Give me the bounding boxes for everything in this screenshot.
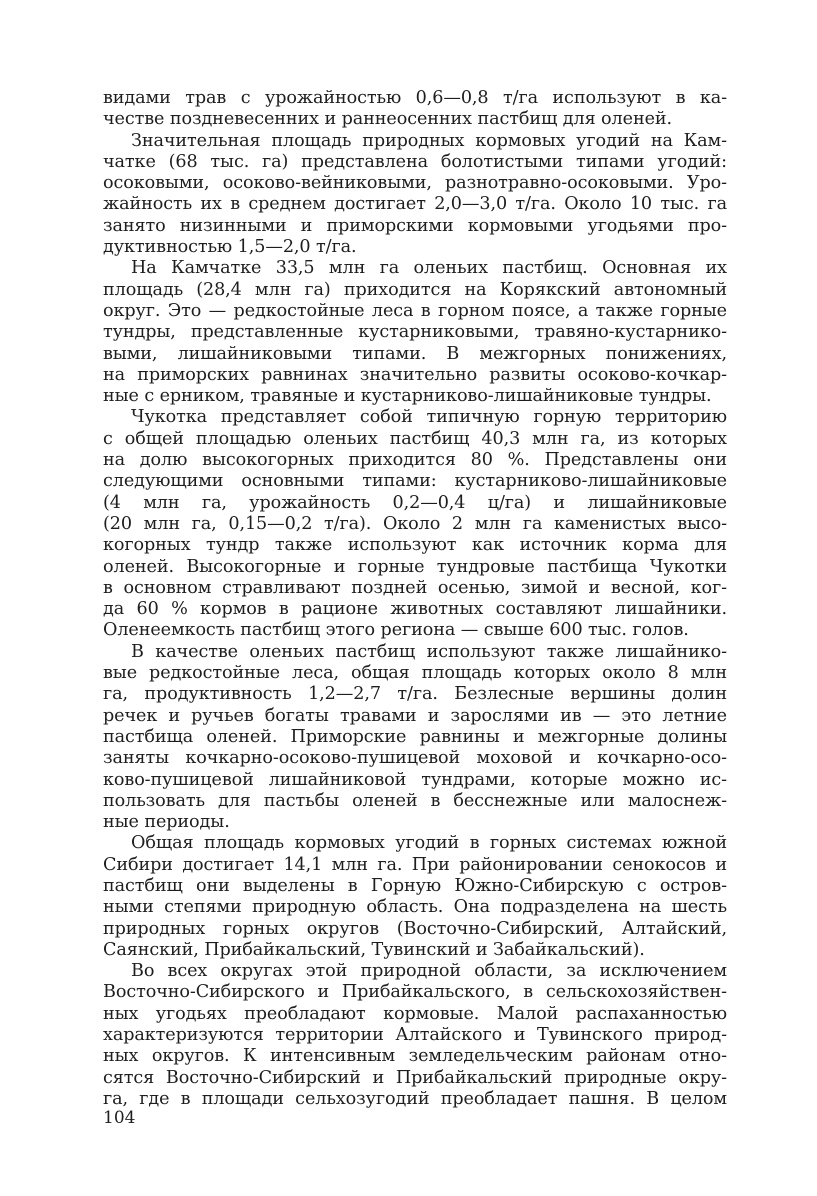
text-line: выми, лишайниковыми типами. В межгорных понижениях,: [103, 343, 727, 364]
text-line: га, продуктивность 1,2—2,7 т/га. Безлесные вершины долин: [103, 684, 727, 705]
text-line: тундры, представленные кустарниковыми, травяно-кустарнико-: [103, 322, 727, 343]
text-line: да 60 % кормов в рационе животных составляют лишайники.: [103, 599, 727, 620]
text-line: Общая площадь кормовых угодий в горных системах южной: [131, 833, 727, 854]
paragraph-4: [103, 407, 727, 641]
text-line: ных угодьях преобладают кормовые. Малой распаханностью: [103, 1003, 727, 1024]
text-line: на приморских равнинах значительно развиты осоково-кочкар-: [103, 364, 727, 385]
text-line: ные с ерником, травяные и кустарниково-лишайниковые тундры.: [103, 386, 712, 407]
paragraph-1: [103, 88, 727, 131]
paragraph-6: [103, 833, 727, 961]
paragraph-2: [103, 131, 727, 259]
text-line: оленей. Высокогорные и горные тундровые пастбища Чукотки: [103, 556, 727, 577]
text-line: Саянский, Прибайкальский, Тувинский и Забайкальский).: [103, 939, 645, 960]
text-line: сятся Восточно-Сибирский и Прибайкальский природные окру-: [103, 1067, 727, 1088]
text-line: Оленеемкость пастбищ этого региона — свыше 600 тыс. голов.: [103, 620, 689, 641]
page-text: [103, 88, 727, 1110]
text-line: Восточно-Сибирского и Прибайкальского, в сельскохозяйствен-: [103, 982, 727, 1003]
text-line: дуктивностью 1,5—2,0 т/га.: [103, 237, 357, 258]
text-line: когорных тундр также используют как источник корма для: [103, 535, 727, 556]
text-line: ными степями природную область. Она подразделена на шесть: [103, 897, 727, 918]
text-line: Значительная площадь природных кормовых угодий на Кам-: [131, 130, 727, 151]
text-line: осоковыми, осоково-вейниковыми, разнотравно-осоковыми. Уро-: [103, 173, 727, 194]
text-line: видами трав с урожайностью 0,6—0,8 т/га используют в ка-: [103, 88, 727, 108]
text-line: площадь (28,4 млн га) приходится на Корякский автономный: [103, 279, 727, 300]
text-line: Во всех округах этой природной области, за исключением: [131, 961, 727, 982]
text-line: в основном стравливают поздней осенью, зимой и весной, ког-: [103, 577, 727, 598]
text-line: природных горных округов (Восточно-Сибирский, Алтайский,: [103, 918, 727, 939]
text-line: ково-пушицевой лишайниковой тундрами, которые можно ис-: [103, 769, 727, 790]
text-line: На Камчатке 33,5 млн га оленьих пастбищ. Основная их: [131, 258, 727, 279]
text-line: га, где в площади сельхозугодий преобладает пашня. В целом: [103, 1088, 727, 1109]
text-line: жайность их в среднем достигает 2,0—3,0 т/га. Около 10 тыс. га: [103, 194, 727, 215]
paragraph-7: [103, 961, 727, 1110]
page-number: 104: [103, 1108, 136, 1128]
text-line: (4 млн га, урожайность 0,2—0,4 ц/га) и лишайниковые: [103, 492, 727, 513]
text-line: вые редкостойные леса, общая площадь которых около 8 млн: [103, 663, 727, 684]
text-line: округ. Это — редкостойные леса в горном поясе, а также горные: [103, 300, 727, 321]
text-line: честве поздневесенних и раннеосенних пастбищ для оленей.: [103, 109, 672, 130]
text-line: (20 млн га, 0,15—0,2 т/га). Около 2 млн га каменистых высо-: [103, 513, 727, 534]
text-line: пастбища оленей. Приморские равнины и межгорные долины: [103, 726, 727, 747]
text-line: ных округов. К интенсивным земледельческим районам отно-: [103, 1046, 727, 1067]
text-line: В качестве оленьих пастбищ используют также лишайнико-: [131, 641, 727, 662]
text-line: Чукотка представляет собой типичную горную территорию: [131, 407, 727, 428]
paragraph-3: [103, 258, 727, 407]
text-line: заняты кочкарно-осоково-пушицевой моховой и кочкарно-осо-: [103, 748, 727, 769]
text-line: Сибири достигает 14,1 млн га. При районировании сенокосов и: [103, 854, 727, 875]
paragraph-5: [103, 642, 727, 834]
text-line: с общей площадью оленьих пастбищ 40,3 млн га, из которых: [103, 428, 727, 449]
text-line: пользовать для пастьбы оленей в бесснежные или малоснеж-: [103, 790, 727, 811]
text-line: следующими основными типами: кустарниково-лишайниковые: [103, 471, 727, 492]
text-line: пастбищ они выделены в Горную Южно-Сибирскую с остров-: [103, 875, 727, 896]
text-line: ные периоды.: [103, 812, 230, 833]
text-line: характеризуются территории Алтайского и Тувинского природ-: [103, 1025, 727, 1046]
text-line: занято низинными и приморскими кормовыми угодьями про-: [103, 215, 727, 236]
text-line: речек и ручьев богаты травами и зарослями ив — это летние: [103, 705, 727, 726]
text-line: чатке (68 тыс. га) представлена болотистыми типами угодий:: [103, 151, 727, 172]
text-line: на долю высокогорных приходится 80 %. Представлены они: [103, 450, 727, 471]
